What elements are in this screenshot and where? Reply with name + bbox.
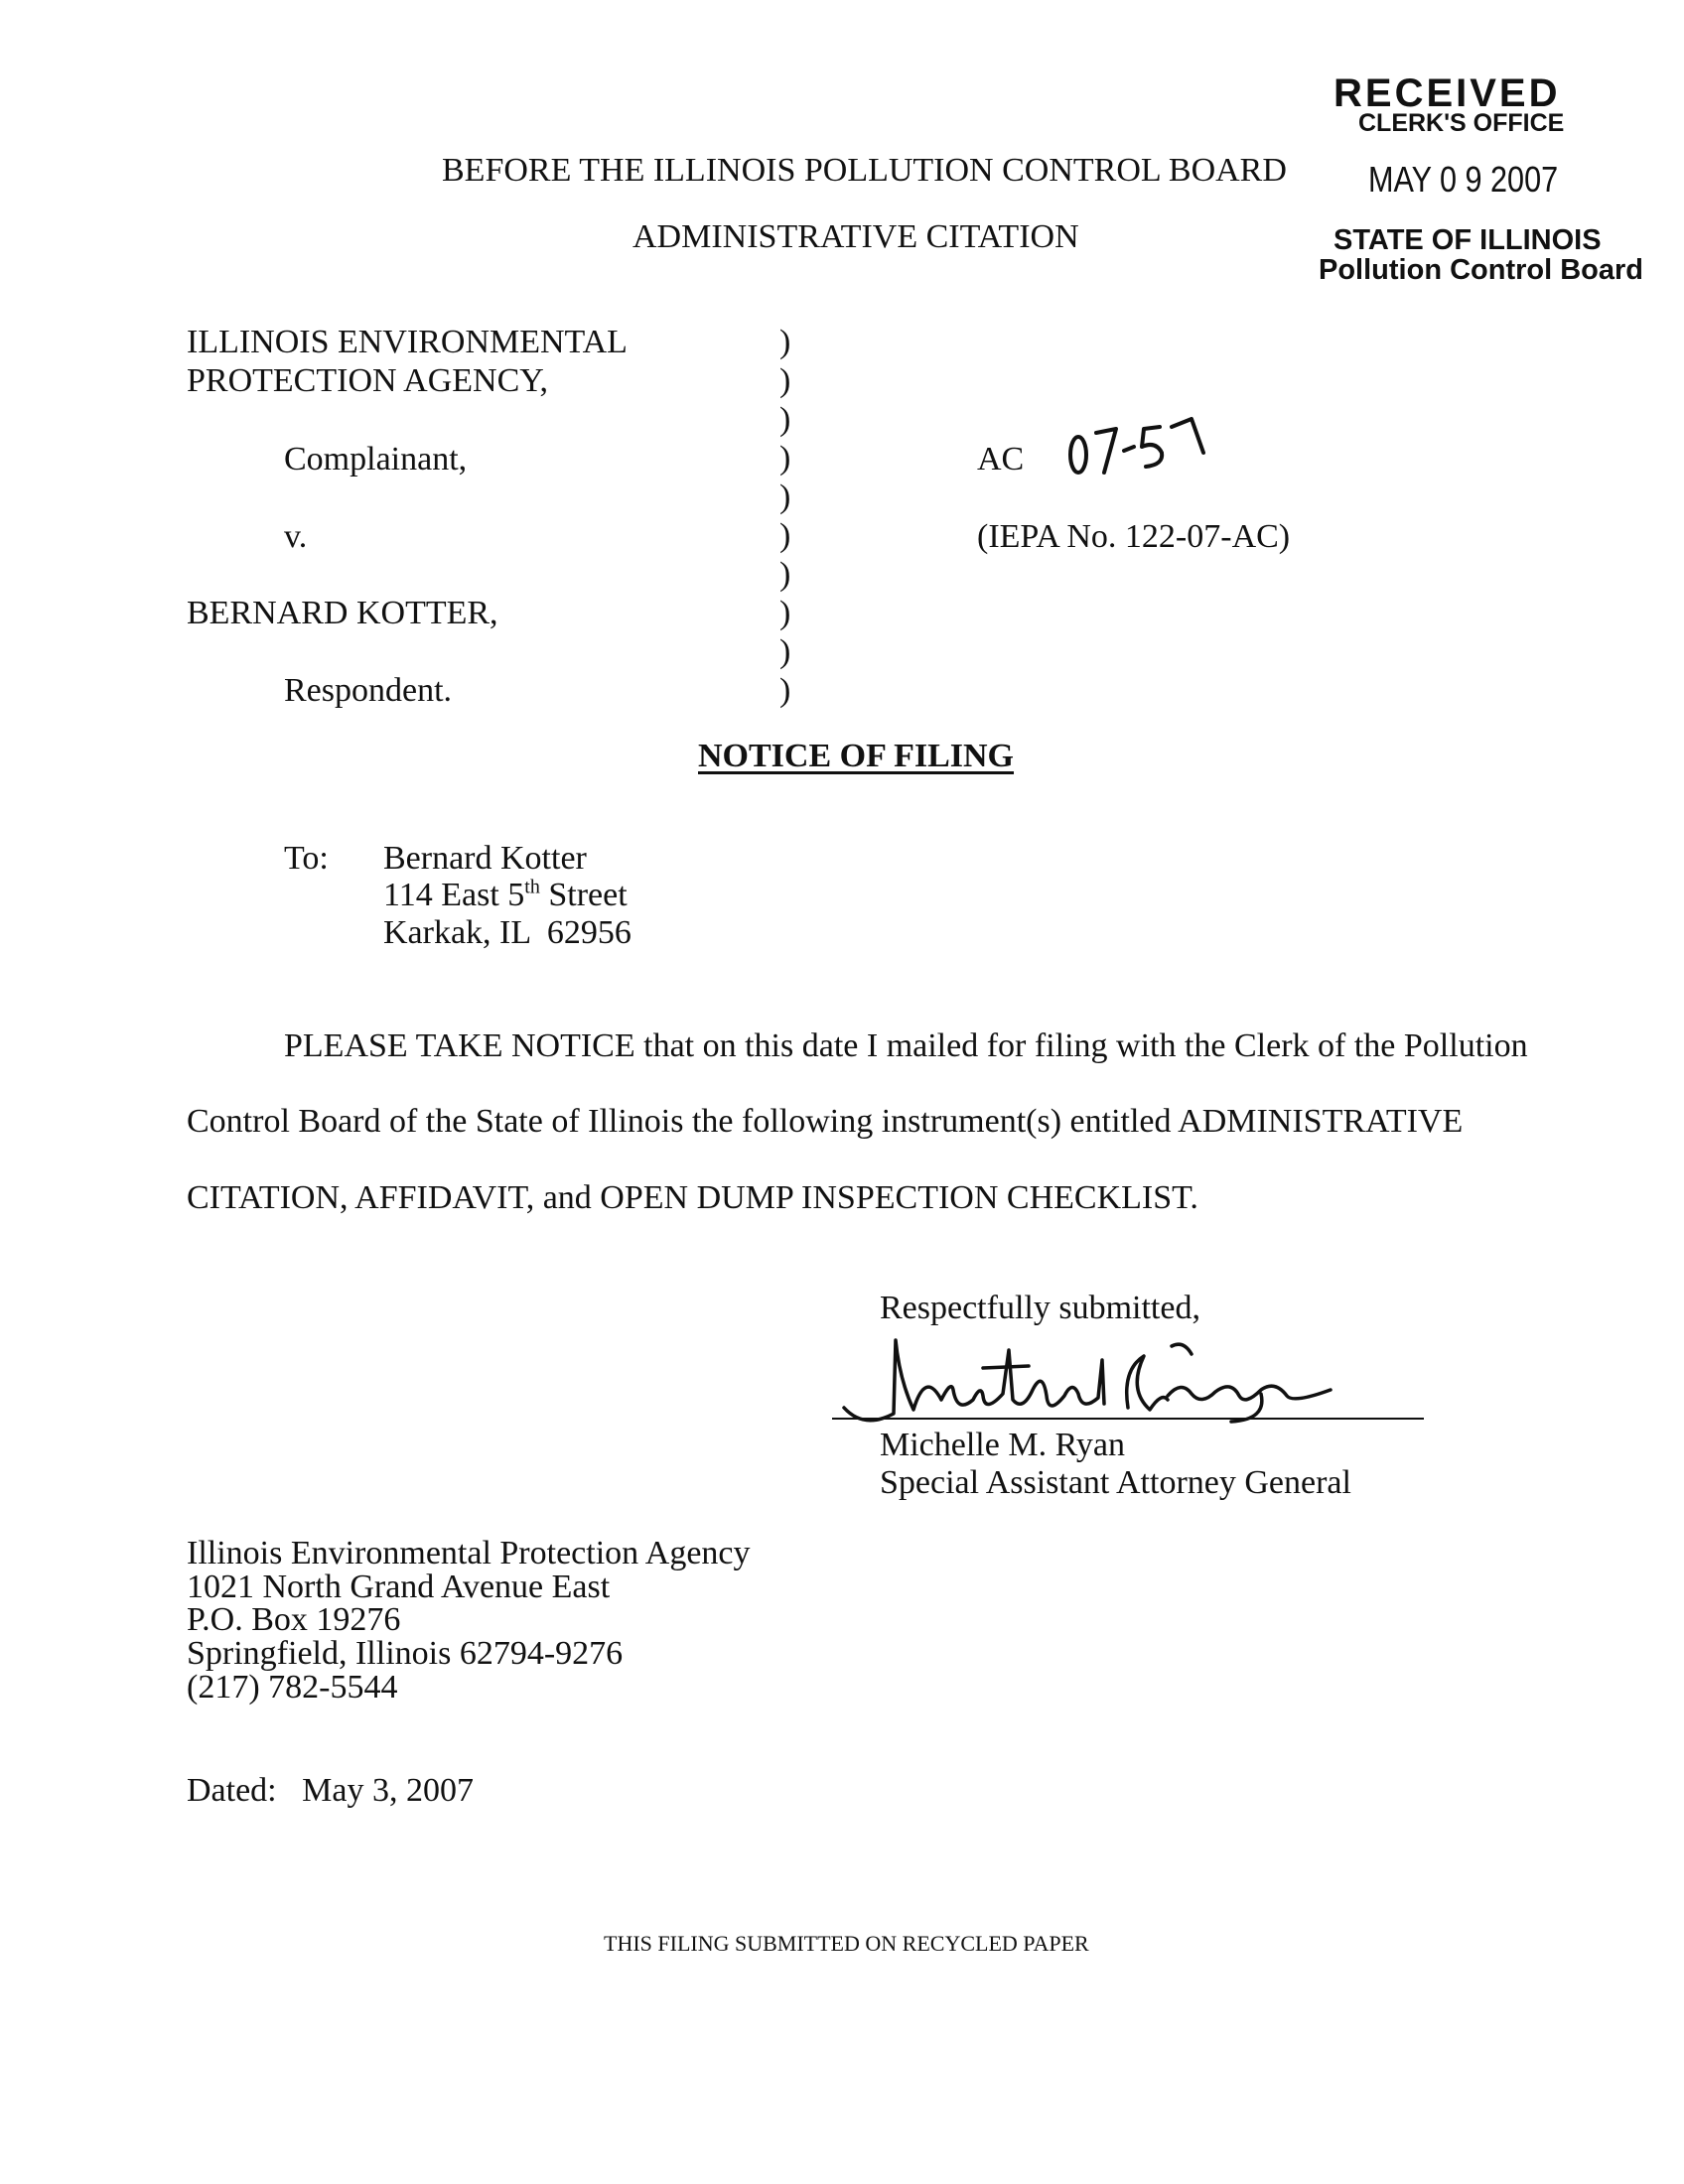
paren: ) [779, 324, 791, 360]
respondent-name: BERNARD KOTTER, [187, 595, 498, 631]
paren: ) [779, 556, 791, 593]
notice-body-line2: Control Board of the State of Illinois the following instrument(s) entitled ADMINISTRATIVE [187, 1103, 1464, 1140]
ac-label: AC [977, 441, 1025, 478]
paren: ) [779, 517, 791, 554]
to-label: To: [284, 840, 329, 877]
signature-icon [834, 1330, 1430, 1439]
paren: ) [779, 672, 791, 709]
addressee-city: Karkak, IL 62956 [383, 914, 632, 951]
signature-line [832, 1418, 1424, 1420]
paren: ) [779, 362, 791, 399]
respondent-role: Respondent. [284, 672, 453, 709]
signature [834, 1330, 1430, 1439]
complainant-name-line1: ILLINOIS ENVIRONMENTAL [187, 324, 628, 360]
stamp-date: MAY 0 9 2007 [1368, 159, 1559, 200]
signer-title: Special Assistant Attorney General [880, 1464, 1351, 1501]
addressee-street [383, 876, 628, 914]
agency-line4: Springfield, Illinois 62794-9276 [187, 1635, 624, 1672]
street-suffix: th [524, 876, 540, 898]
notice-body-line1: PLEASE TAKE NOTICE that on this date I mailed for filing with the Clerk of the Pollution [284, 1027, 1528, 1064]
signer-name: Michelle M. Ryan [880, 1427, 1125, 1463]
street-number: 114 East 5 [383, 877, 525, 913]
citation-heading: ADMINISTRATIVE CITATION [632, 218, 1079, 255]
paren: ) [779, 440, 791, 477]
agency-line3: P.O. Box 19276 [187, 1601, 401, 1638]
paren: ) [779, 595, 791, 631]
closing: Respectfully submitted, [880, 1290, 1200, 1326]
paren: ) [779, 633, 791, 670]
street-name: Street [539, 877, 628, 913]
stamp-board: Pollution Control Board [1319, 254, 1644, 286]
stamp-office: CLERK'S OFFICE [1358, 109, 1565, 137]
handwritten-number-icon [1064, 407, 1223, 486]
ac-case-number-handwritten [1064, 407, 1223, 486]
dated-line: Dated: May 3, 2007 [187, 1772, 474, 1809]
notice-body-line3: CITATION, AFFIDAVIT, and OPEN DUMP INSPECTION CHECKLIST. [187, 1179, 1198, 1216]
complainant-name-line2: PROTECTION AGENCY, [187, 362, 548, 399]
footer-note: THIS FILING SUBMITTED ON RECYCLED PAPER [604, 1931, 1089, 1956]
agency-line2: 1021 North Grand Avenue East [187, 1569, 611, 1605]
addressee-name: Bernard Kotter [383, 840, 587, 877]
complainant-role: Complainant, [284, 441, 468, 478]
agency-line5: (217) 782-5544 [187, 1669, 398, 1706]
stamp-received: RECEIVED [1333, 71, 1561, 115]
paren: ) [779, 478, 791, 515]
paren: ) [779, 401, 791, 438]
board-heading: BEFORE THE ILLINOIS POLLUTION CONTROL BOARD [442, 152, 1287, 189]
versus: v. [284, 518, 308, 555]
stamp-state: STATE OF ILLINOIS [1333, 224, 1602, 256]
notice-title: NOTICE OF FILING [698, 738, 1015, 774]
iepa-number: (IEPA No. 122-07-AC) [977, 518, 1291, 555]
agency-line1: Illinois Environmental Protection Agency [187, 1535, 751, 1571]
